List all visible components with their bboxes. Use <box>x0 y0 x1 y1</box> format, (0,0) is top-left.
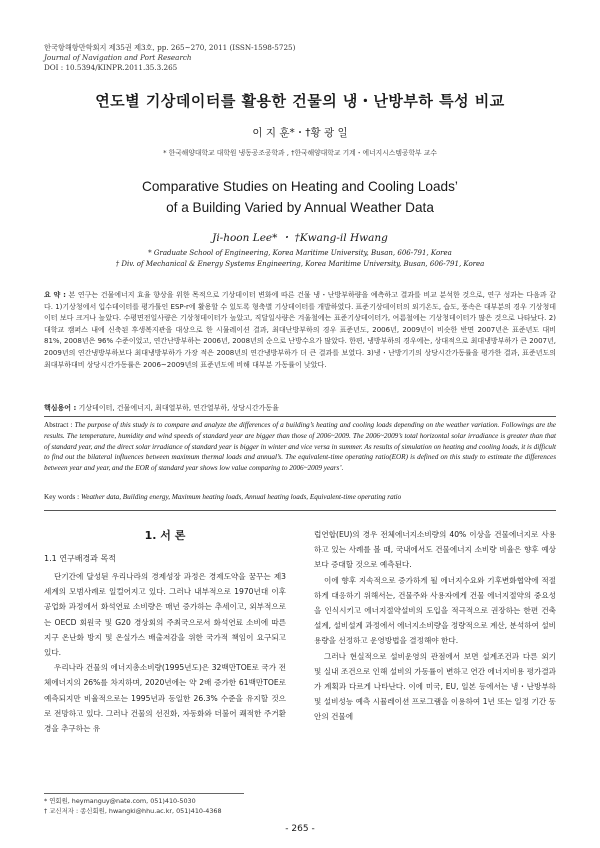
paper-title-en-line1: Comparative Studies on Heating and Cooling Loads’ <box>142 179 458 194</box>
abstract-en-label: Abstract : <box>44 421 73 429</box>
body-paragraph: 단기간에 달성된 우리나라의 경제성장 과정은 경제도약을 꿈꾸는 제3세계의 모범사례로 일컬어지고 있다. 그러나 내부적으로 1970년대 이후 공업화 과정에서 화석연료 소비량은 매년 증가하는 추세이고, 외부적으로는 OECD 회원국 및 G20 경상회의 주최국으로서 화석연료 소비에 따른 지구 온난화 방지 및 온실가스 배출저감을 위한 국가적 책임이 요구되고 있다. <box>44 572 286 658</box>
footnote-divider <box>44 793 244 794</box>
body-paragraph: 이에 향후 지속적으로 증가하게 될 에너지수요와 기후변화협약에 적절하게 대응하기 위해서는, 건물주와 사용자에게 건물 에너지절약의 중요성을 인식시키고 에너지절약설비의 도입을 적극적으로 권장하는 한편 건축설계, 설비설계 과정에서 에너지소비량을 정량적으로 계산, 분석하여 설비용량을 선정하고 운영방법을 결정해야 한다. <box>314 575 556 646</box>
affiliation-en-line1: * Graduate School of Engineering, Korea Maritime University, Busan, 606-791, Korea <box>148 249 452 257</box>
authors-ko: 이 지 훈*・†황 광 일 <box>252 127 348 139</box>
body-paragraph: 우리나라 건물의 에너지총소비량(1995년도)은 32백만TOE로 국가 전체에너지의 26%를 차지하며, 2020년에는 약 2배 증가한 61백만TOE로 예측되지만 비율적으로는 1995년과 동일한 26.3% 수준을 유지할 것으로 전망하고 있다. 그러나 건물의 선진화, 자동화와 더불어 쾌적한 주거환경을 추구하는 유 <box>44 663 286 734</box>
body-paragraph: 럽연합(EU)의 경우 전체에너지소비량의 40% 이상을 건물에너지로 사용하고 있는 사례를 볼 때, 국내에서도 건물에너지 소비량 비율은 향후 예상보다 증대할 것으로 예측된다. <box>314 530 556 570</box>
keywords-ko-text: 기상데이터, 건물에너지, 최대열부하, 연간열부하, 상당시간가동율 <box>78 404 279 412</box>
footnote-author2: † 교신저자 : 종신회원, hwangki@hhu.ac.kr, 051)410-4368 <box>44 807 222 815</box>
abstract-ko <box>44 290 556 371</box>
journal-header <box>44 43 295 73</box>
affiliation-en <box>0 248 600 269</box>
body-paragraph: 그러나 현실적으로 설비운영의 관점에서 보면 설계조건과 다른 외기 및 실내 조건으로 인해 설비의 가동률이 변하고 연간 에너지비용 평가결과가 계획과 다르게 나타난다. 이에 미국, EU, 일본 등에서는 냉・난방부하 및 설비성능 예측 시뮬레이션 프로그램을 이용하여 1년 또는 일정 기간 동안의 건물에 <box>314 651 556 722</box>
abstract-ko-label: 요 약 : <box>44 291 66 299</box>
footnote-author1: * 연회원, heymanguy@nate.com, 051)410-5030 <box>44 797 196 805</box>
abstract-en <box>44 420 556 474</box>
affiliation-ko: * 한국해양대학교 대학원 냉동공조공학과 , †한국해양대학교 기계・에너지시스템공학부 교수 <box>163 149 437 157</box>
section-title: 1. 서 론 <box>144 529 186 542</box>
body-left-column <box>44 569 286 736</box>
footnotes <box>44 796 294 816</box>
body-right-column <box>314 527 556 725</box>
keywords-ko <box>44 403 556 413</box>
divider <box>44 416 556 417</box>
keywords-en-text: Weather data, Building energy, Maximum heating loads, Annual heating loads, Equivalent-time operating ratio <box>80 493 402 501</box>
paper-title-en <box>0 176 600 218</box>
page-number: - 265 - <box>285 824 315 834</box>
journal-name-en: Journal of Navigation and Port Research <box>44 53 192 62</box>
paper-title-en-line2: of a Building Varied by Annual Weather Data <box>166 200 434 215</box>
divider <box>44 510 556 511</box>
keywords-en <box>44 493 556 501</box>
keywords-ko-label: 핵심용어 : <box>44 404 77 412</box>
affiliation-en-line2: † Div. of Mechanical & Energy Systems Engineering, Korea Maritime University, Busan, 606-791, Korea <box>115 259 485 268</box>
abstract-en-text: The purpose of this study is to compare and analyze the differences of a building’s heating and cooling loads depending on the weather variation. Followings are the results. The temperature, humidity and wind speeds of standard year are bigger than those of 2006~2009. The 2006~2009’s total horizontal solar irradiance is greater than that of standard year, and the direct solar irradiance of standard year is bigger in winter and vice versa in summer. As results of simulation on heating and cooling loads, it is difficult to find out the bilateral influences between maximum thermal loads and annual’s. The equivalent-time operating ratio(EOR) is defined on this study to estimate the differences between year and year, and the EOR of standard year shows low value comparing to 2006~2009 years’. <box>44 421 556 473</box>
authors-en: Ji-hoon Lee* ・ †Kwang-il Hwang <box>212 232 388 244</box>
keywords-en-label: Key words : <box>44 493 80 501</box>
paper-title-ko: 연도별 기상데이터를 활용한 건물의 냉・난방부하 특성 비교 <box>95 92 505 110</box>
abstract-ko-text: 본 연구는 건물에너지 효율 향상을 위한 목적으로 기상데이터 변화에 따른 건물 냉・난방부하량을 예측하고 결과를 비교 분석한 것으로, 연구 성과는 다음과 같다. 1)기상청에서 입수데이터를 평가툴인 ESP-r에 활용할 수 있도록 형축별 기상데이터를 개발하였다. 표준기상데이터의 외기온도, 습도, 풍속은 대부분의 경우 기상청데이터 보다 크거나 높았다. 수평면전일사량은 기상청데이터가 높았고, 직달일사량은 겨울철에는 표준기상데이터가, 여름철에는 기상청데이터가 많은 것으로 나타났다. 2)대학교 캠퍼스 내에 신축된 후생복지관을 대상으로 한 시뮬레이션 결과, 최대난방부하의 경우 표준년도, 2006년, 2009년이 비슷한 반면 2007년은 표준년도 대비 81%, 2008년은 96% 수준이었고, 연간난방부하는 2006년, 2008년의 순으로 난방수요가 많았다. 한편, 냉방부하의 경우에는, 상대적으로 최대냉방부하가 큰 2007년, 2009년의 연간냉방부하보다 최대냉방부하가 가장 적은 2008년의 연간냉방부하가 더 큰 결과를 보였다. 3)냉・난방기기의 상당시간가동률을 평가한 결과, 표준년도의 최대부하대비 상당시간가동률은 2006~2009년의 표준년도에 비해 대부분 가동률이 낮았다. <box>44 291 557 369</box>
journal-citation: 한국항해항만학회지 제35권 제3호, pp. 265~270, 2011 (ISSN-1598-5725) <box>44 43 296 52</box>
journal-doi: DOI : 10.5394/KINPR.2011.35.3.265 <box>44 63 178 72</box>
subsection-title: 1.1 연구배경과 목적 <box>44 554 116 563</box>
